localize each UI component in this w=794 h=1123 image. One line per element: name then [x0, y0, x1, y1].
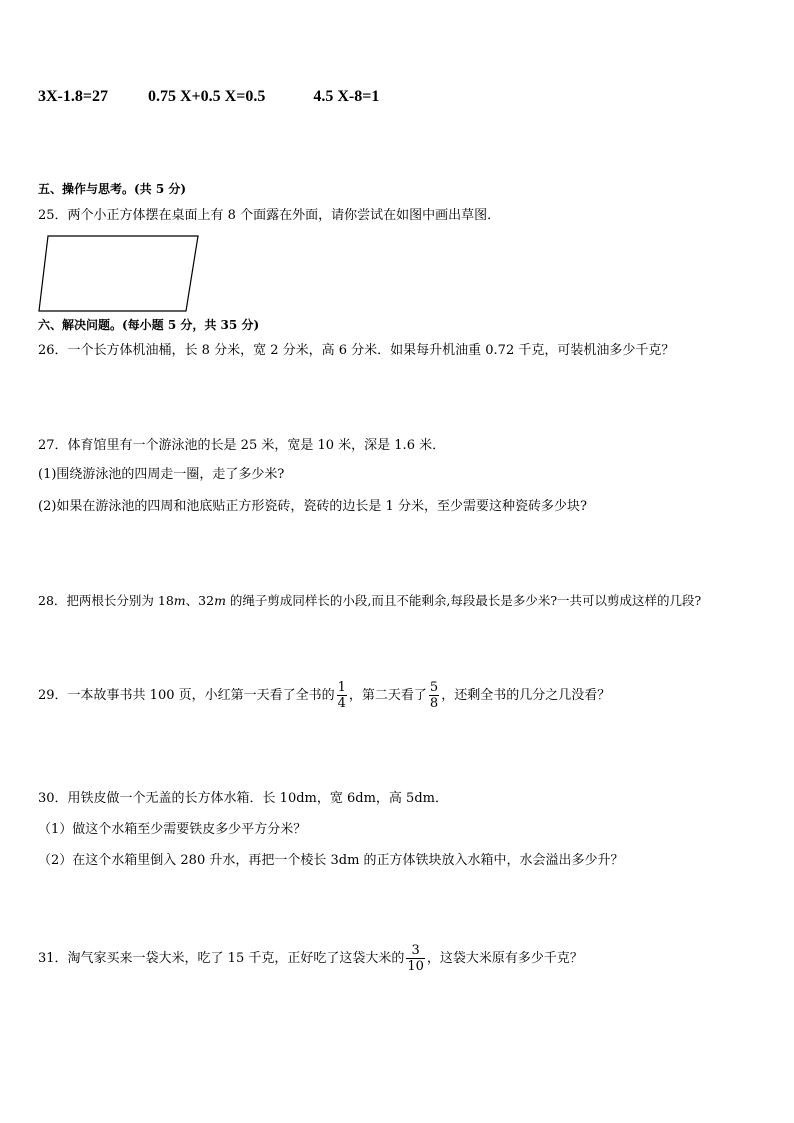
question-27: 27．体育馆里有一个游泳池的长是 25 米，宽是 10 米，深是 1.6 米． — [38, 438, 446, 453]
question-27-part-1: (1)围绕游泳池的四周走一圈，走了多少米? — [38, 467, 285, 482]
parallelogram-figure — [38, 235, 200, 313]
section-6-heading: 六、解决问题。(每小题 5 分，共 35 分) — [38, 318, 260, 332]
equation-2: 0.75 X+0.5 X=0.5 — [148, 88, 266, 105]
question-29 — [38, 680, 610, 711]
question-30-part-2: （2）在这个水箱里倒入 280 升水，再把一个棱长 3dm 的正方体铁块放入水箱中，水会溢出多少升？ — [38, 853, 624, 868]
equations-row — [38, 88, 379, 106]
question-28 — [38, 592, 701, 610]
question-29-text-1: 29．一本故事书共 100 页，小红第一天看了全书的 — [38, 688, 335, 703]
equation-1: 3X-1.8=27 — [38, 88, 108, 105]
fraction-denominator: 4 — [337, 696, 346, 711]
fraction-denominator: 10 — [407, 959, 424, 974]
fraction-five-eighths — [429, 680, 439, 711]
unit-meter-2: m — [214, 593, 226, 608]
question-30: 30．用铁皮做一个无盖的长方体水箱．长 10dm，宽 6dm，高 5dm． — [38, 791, 448, 806]
question-31-text-2: ，这袋大米原有多少千克？ — [426, 951, 583, 966]
unit-meter-1: m — [173, 593, 186, 608]
fraction-denominator: 8 — [429, 696, 439, 711]
fraction-numerator: 3 — [411, 943, 420, 958]
question-31 — [38, 943, 583, 974]
question-30-part-1: （1）做这个水箱至少需要铁皮多少平方分米？ — [38, 822, 307, 837]
section-5-heading: 五、操作与思考。(共 5 分) — [38, 182, 187, 196]
question-27-part-2: (2)如果在游泳池的四周和池底贴正方形瓷砖，瓷砖的边长是 1 分米，至少需要这种瓷砖多少块? — [38, 499, 587, 514]
fraction-one-quarter — [337, 680, 347, 711]
question-28-text-3: 的绳子剪成同样长的小段,而且不能剩余,每段最长是多少米?一共可以剪成这样的几段? — [225, 593, 702, 608]
question-25: 25．两个小正方体摆在桌面上有 8 个面露在外面，请你尝试在如图中画出草图． — [38, 208, 501, 223]
question-29-text-3: ，还剩全书的几分之几没看？ — [441, 688, 611, 703]
question-29-text-2: ，第二天看了 — [348, 688, 427, 703]
fraction-three-tenths — [406, 943, 425, 974]
equation-3: 4.5 X-8=1 — [313, 88, 380, 105]
question-28-text-2: 、32 — [185, 593, 215, 608]
fraction-numerator: 5 — [429, 680, 439, 695]
question-26: 26．一个长方体机油桶，长 8 分米，宽 2 分米，高 6 分米．如果每升机油重 0.72 千克，可装机油多少千克？ — [38, 343, 675, 358]
question-28-text-1: 28．把两根长分别为 18 — [38, 593, 174, 608]
question-31-text-1: 31．淘气家买来一袋大米，吃了 15 千克，正好吃了这袋大米的 — [38, 951, 405, 966]
fraction-numerator: 1 — [337, 680, 346, 695]
